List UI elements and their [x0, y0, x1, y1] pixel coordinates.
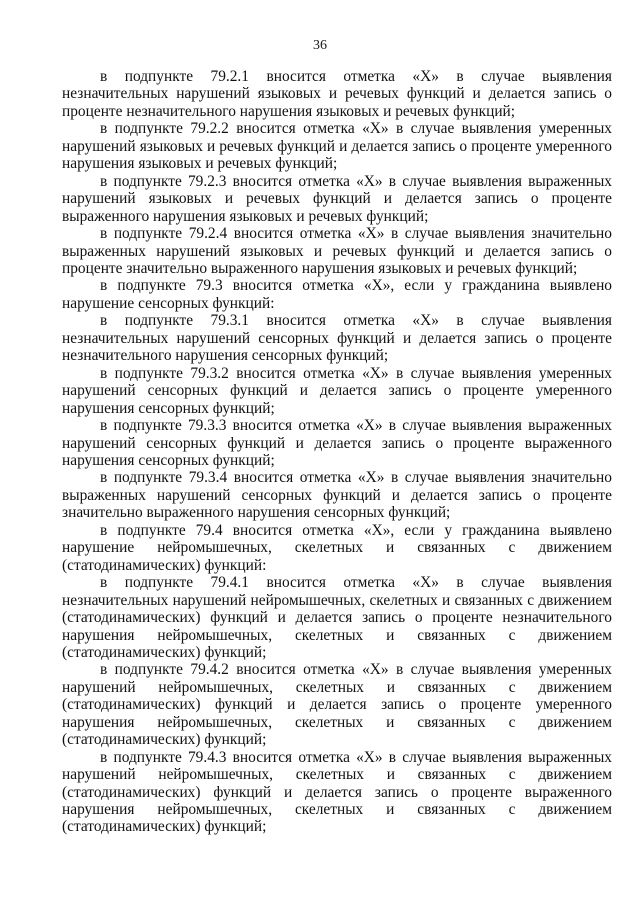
paragraph-79-3-3: в подпункте 79.3.3 вносится отметка «Х» в случае выявления выраженных нарушений сенсорных функций и делается запись о проценте выраженного нарушения сенсорных функций; — [62, 417, 612, 469]
paragraph-79-2-4: в подпункте 79.2.4 вносится отметка «Х» в случае выявления значительно выраженных нарушений языковых и речевых функций и делается запись о проценте значительно выраженного нарушения языковых и речевых функций; — [62, 225, 612, 277]
paragraph-79-4-2: в подпункте 79.4.2 вносится отметка «Х» в случае выявления умеренных нарушений нейромышечных, скелетных и связанных с движением (статодинамических) функций и делается запись о проценте умеренного нарушения нейромышечных, скелетных и связанных с движением (статодинамических) функций; — [62, 661, 612, 749]
paragraph-79-4-1: в подпункте 79.4.1 вносится отметка «Х» в случае выявления незначительных нарушений нейромышечных, скелетных и связанных с движением (статодинамических) функций и делается запись о проценте незначительного нарушения нейромышечных, скелетных и связанных с движением (статодинамических) функций; — [62, 574, 612, 661]
paragraph-79-3-1: в подпункте 79.3.1 вносится отметка «Х» в случае выявления незначительных нарушений сенсорных функций и делается запись о проценте незначительного нарушения сенсорных функций; — [62, 312, 612, 365]
page-number: 36 — [313, 38, 327, 53]
paragraph-79-3-2: в подпункте 79.3.2 вносится отметка «Х» в случае выявления умеренных нарушений сенсорных функций и делается запись о проценте умеренного нарушения сенсорных функций; — [62, 364, 612, 417]
paragraph-79-3: в подпункте 79.3 вносится отметка «Х», если у гражданина выявлено нарушение сенсорных функций: — [62, 277, 612, 312]
paragraph-79-2-1: в подпункте 79.2.1 вносится отметка «Х» в случае выявления незначительных нарушений языковых и речевых функций и делается запись о проценте незначительного нарушения языковых и речевых функций; — [62, 68, 612, 120]
paragraph-79-3-4: в подпункте 79.3.4 вносится отметка «Х» в случае выявления значительно выраженных нарушений сенсорных функций и делается запись о проценте значительно выраженного нарушения сенсорных функций; — [62, 469, 612, 522]
paragraph-79-4: в подпункте 79.4 вносится отметка «Х», если у гражданина выявлено нарушение нейромышечных, скелетных и связанных с движением (статодинамических) функций: — [62, 521, 612, 574]
paragraph-79-2-2: в подпункте 79.2.2 вносится отметка «Х» в случае выявления умеренных нарушений языковых и речевых функций и делается запись о проценте умеренного нарушения языковых и речевых функций; — [62, 120, 612, 173]
document-body — [62, 68, 612, 836]
paragraph-79-4-3: в подпункте 79.4.3 вносится отметка «Х» в случае выявления выраженных нарушений нейромышечных, скелетных и связанных с движением (статодинамических) функций и делается запись о проценте выраженного нарушения нейромышечных, скелетных и связанных с движением (статодинамических) функций; — [62, 748, 612, 836]
paragraph-79-2-3: в подпункте 79.2.3 вносится отметка «Х» в случае выявления выраженных нарушений языковых и речевых функций и делается запись о проценте выраженного нарушения языковых и речевых функций; — [62, 172, 612, 225]
